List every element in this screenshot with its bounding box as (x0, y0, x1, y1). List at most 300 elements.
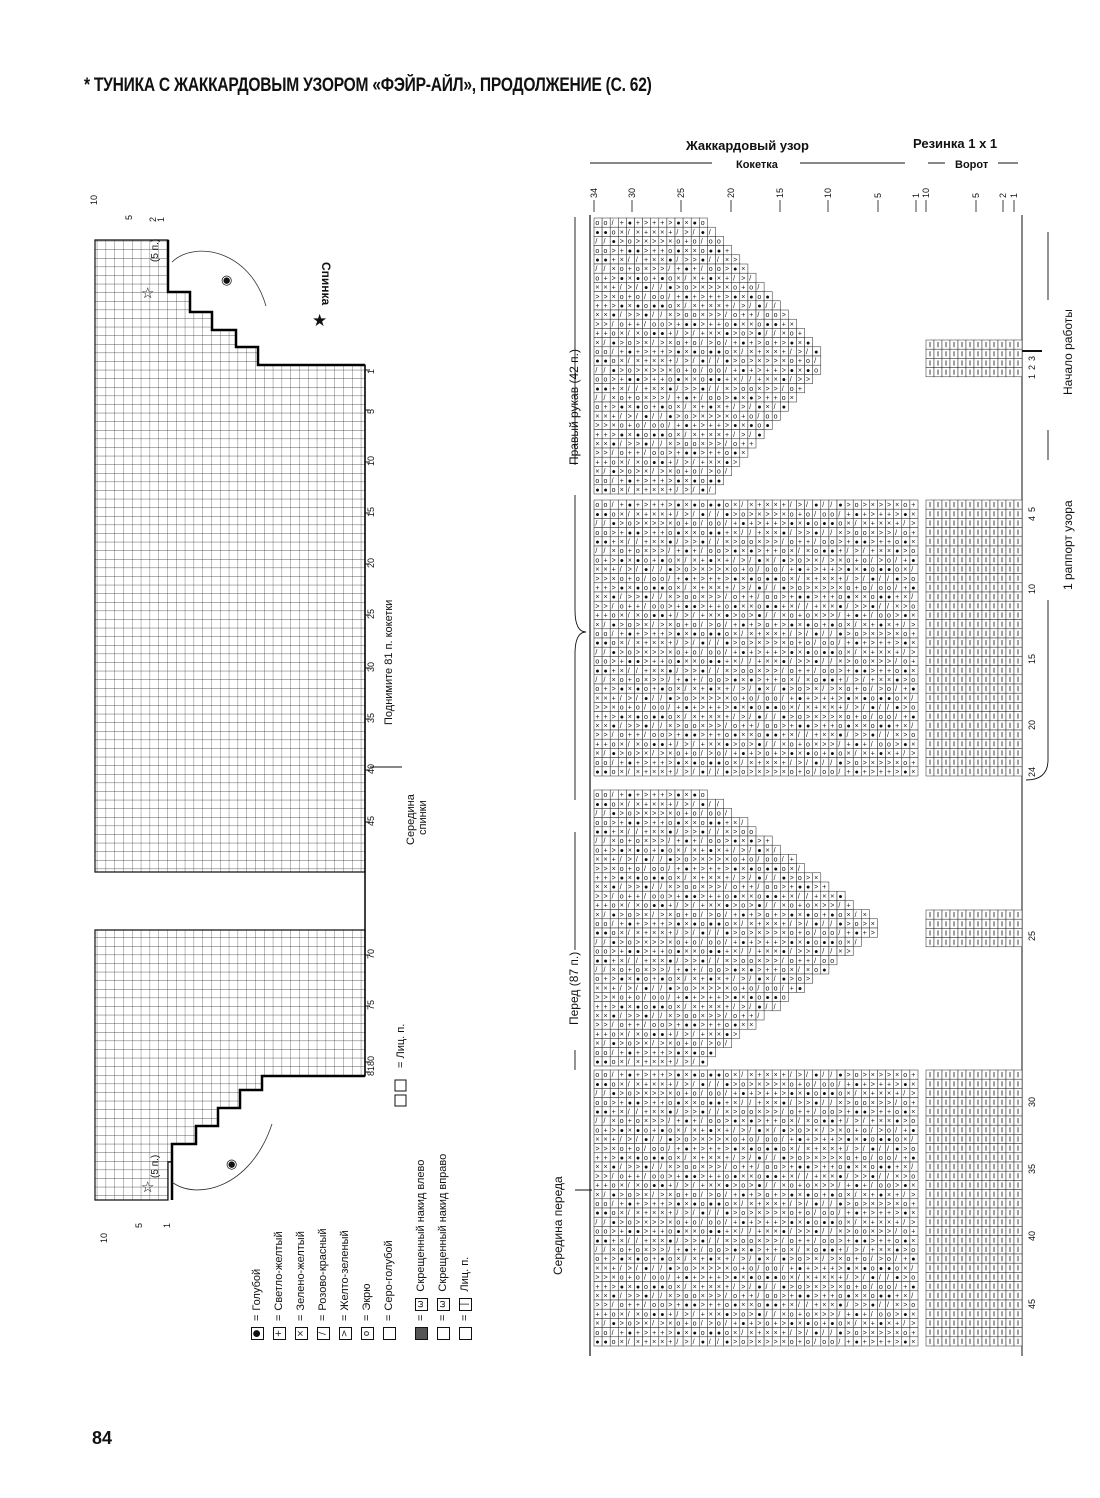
svg-text:>: > (895, 741, 899, 748)
svg-text:×: × (604, 285, 608, 292)
svg-text:●: ● (879, 567, 883, 574)
svg-text:/: / (725, 594, 727, 601)
svg-text:×: × (855, 695, 859, 702)
svg-text:×: × (660, 257, 664, 264)
svg-text:o: o (717, 677, 721, 684)
svg-text:/: / (757, 285, 759, 292)
svg-text:×: × (595, 884, 599, 891)
svg-text:+: + (685, 751, 689, 758)
svg-text:>: > (806, 530, 810, 537)
svg-text:+: + (644, 358, 648, 365)
svg-text:o: o (725, 760, 729, 767)
svg-text:●: ● (636, 303, 640, 310)
svg-text:+: + (660, 377, 664, 384)
svg-text:×: × (774, 377, 778, 384)
svg-text:+: + (612, 567, 616, 574)
svg-text:+: + (822, 751, 826, 758)
svg-text:×: × (757, 668, 761, 675)
svg-text:×: × (612, 294, 616, 301)
svg-text:o: o (693, 594, 697, 601)
svg-text:/: / (701, 521, 703, 528)
svg-text:o: o (766, 340, 770, 347)
svg-text:●: ● (636, 275, 640, 282)
svg-text:●: ● (887, 594, 891, 601)
svg-text:+: + (628, 395, 632, 402)
svg-text:+: + (652, 248, 656, 255)
svg-text:o: o (636, 294, 640, 301)
svg-text:●: ● (766, 705, 770, 712)
svg-text:/: / (693, 769, 695, 776)
svg-text:>: > (604, 866, 608, 873)
svg-text:●: ● (774, 866, 778, 873)
svg-text:×: × (693, 303, 697, 310)
svg-text:+: + (725, 847, 729, 854)
svg-text:o: o (595, 686, 599, 693)
svg-text:o: o (644, 847, 648, 854)
svg-text:/: / (741, 377, 743, 384)
svg-text:●: ● (911, 686, 915, 693)
svg-text:×: × (847, 622, 851, 629)
svg-text:×: × (685, 502, 689, 509)
svg-text:>: > (903, 732, 907, 739)
svg-text:o: o (822, 539, 826, 546)
svg-text:×: × (790, 321, 794, 328)
svg-text:o: o (701, 220, 705, 227)
svg-text:●: ● (725, 459, 729, 466)
svg-text:×: × (725, 386, 729, 393)
svg-text:o: o (733, 312, 737, 319)
svg-text:●: ● (676, 349, 680, 356)
svg-text:>: > (644, 248, 648, 255)
star-icon-bottom: ☆ (141, 1179, 154, 1196)
svg-text:+: + (895, 521, 899, 528)
svg-text:>: > (652, 239, 656, 246)
svg-text:+: + (725, 530, 729, 537)
svg-text:+: + (741, 441, 745, 448)
svg-text:●: ● (612, 312, 616, 319)
svg-text:>: > (887, 530, 891, 537)
svg-text:●: ● (757, 714, 761, 721)
svg-text:/: / (757, 567, 759, 574)
svg-text:+: + (628, 294, 632, 301)
svg-text:●: ● (668, 695, 672, 702)
svg-text:×: × (693, 585, 697, 592)
svg-text:●: ● (628, 377, 632, 384)
svg-text:/: / (887, 576, 889, 583)
svg-text:>: > (693, 539, 697, 546)
svg-text:+: + (636, 478, 640, 485)
sleeve-label: Правый рукав (42 п.) (567, 349, 581, 465)
legend-swatch-icon (383, 1327, 396, 1340)
svg-text:+: + (628, 705, 632, 712)
svg-text:/: / (636, 668, 638, 675)
svg-text:+: + (644, 801, 648, 808)
svg-text:>: > (644, 502, 648, 509)
svg-text:/: / (701, 367, 703, 374)
legend-label: Экрю (356, 1283, 378, 1310)
svg-text:o: o (701, 478, 705, 485)
svg-text:×: × (879, 548, 883, 555)
svg-text:×: × (790, 548, 794, 555)
svg-text:o: o (798, 875, 802, 882)
svg-text:>: > (685, 801, 689, 808)
svg-text:/: / (612, 760, 614, 767)
svg-text:●: ● (595, 801, 599, 808)
svg-text:/: / (887, 732, 889, 739)
svg-text:×: × (709, 331, 713, 338)
svg-text:o: o (895, 668, 899, 675)
svg-text:●: ● (757, 557, 761, 564)
svg-text:/: / (774, 847, 776, 854)
svg-text:/: / (693, 640, 695, 647)
svg-text:●: ● (725, 769, 729, 776)
svg-text:>: > (741, 303, 745, 310)
svg-text:+: + (685, 811, 689, 818)
svg-text:●: ● (709, 686, 713, 693)
svg-text:×: × (766, 557, 770, 564)
svg-text:o: o (766, 751, 770, 758)
svg-text:+: + (604, 275, 608, 282)
svg-text:>: > (685, 459, 689, 466)
svg-text:●: ● (652, 741, 656, 748)
svg-text:●: ● (822, 677, 826, 684)
svg-text:+: + (790, 594, 794, 601)
svg-text:×: × (676, 557, 680, 564)
svg-text:o: o (830, 511, 834, 518)
svg-text:/: / (612, 792, 614, 799)
svg-text:o: o (709, 548, 713, 555)
svg-text:+: + (838, 705, 842, 712)
svg-text:+: + (652, 275, 656, 282)
svg-text:>: > (798, 349, 802, 356)
svg-text:>: > (604, 450, 608, 457)
svg-text:>: > (717, 594, 721, 601)
svg-text:>: > (660, 266, 664, 273)
svg-text:×: × (693, 530, 697, 537)
svg-text:>: > (782, 521, 786, 528)
svg-text:●: ● (847, 695, 851, 702)
svg-text:/: / (676, 358, 678, 365)
svg-text:×: × (903, 723, 907, 730)
svg-text:o: o (604, 502, 608, 509)
svg-text:●: ● (701, 229, 705, 236)
svg-text:o: o (766, 413, 770, 420)
svg-text:×: × (652, 668, 656, 675)
svg-text:>: > (733, 331, 737, 338)
svg-text:+: + (863, 640, 867, 647)
svg-text:/: / (887, 603, 889, 610)
svg-text:/: / (612, 478, 614, 485)
svg-text:/: / (668, 866, 670, 873)
svg-text:o: o (595, 847, 599, 854)
svg-text:+: + (717, 866, 721, 873)
svg-text:×: × (709, 875, 713, 882)
svg-text:+: + (636, 792, 640, 799)
svg-text:/: / (676, 331, 678, 338)
svg-text:×: × (701, 594, 705, 601)
svg-text:/: / (830, 502, 832, 509)
stitch-swatch-icon (415, 1327, 428, 1340)
svg-text:+: + (766, 395, 770, 402)
svg-text:/: / (668, 294, 670, 301)
svg-text:>: > (879, 631, 883, 638)
svg-text:/: / (595, 811, 597, 818)
svg-text:/: / (749, 659, 751, 666)
svg-text:+: + (871, 751, 875, 758)
svg-text:/: / (595, 649, 597, 656)
svg-text:>: > (595, 732, 599, 739)
svg-text:>: > (620, 469, 624, 476)
svg-text:●: ● (798, 594, 802, 601)
svg-text:×: × (709, 459, 713, 466)
svg-text:/: / (652, 340, 654, 347)
stitch-swatch-icon (437, 1327, 450, 1340)
svg-text:/: / (685, 275, 687, 282)
svg-text:+: + (733, 367, 737, 374)
svg-text:●: ● (636, 659, 640, 666)
svg-text:o: o (806, 358, 810, 365)
svg-text:●: ● (717, 760, 721, 767)
svg-text:●: ● (830, 751, 834, 758)
svg-text:o: o (847, 585, 851, 592)
svg-text:+: + (757, 631, 761, 638)
svg-text:●: ● (709, 820, 713, 827)
svg-text:×: × (766, 631, 770, 638)
svg-text:●: ● (701, 801, 705, 808)
svg-text:/: / (749, 404, 751, 411)
svg-text:+: + (620, 502, 624, 509)
svg-text:/: / (774, 585, 776, 592)
svg-text:●: ● (733, 450, 737, 457)
svg-text:●: ● (887, 723, 891, 730)
svg-text:×: × (782, 511, 786, 518)
svg-text:+: + (636, 760, 640, 767)
svg-text:/: / (717, 511, 719, 518)
svg-text:>: > (668, 631, 672, 638)
svg-text:+: + (766, 838, 770, 845)
svg-text:×: × (741, 450, 745, 457)
svg-text:●: ● (887, 695, 891, 702)
yoke-side-tick: 45 (1027, 1299, 1037, 1309)
svg-text:>: > (830, 714, 834, 721)
svg-text:×: × (620, 829, 624, 836)
svg-text:/: / (701, 469, 703, 476)
svg-text:●: ● (595, 229, 599, 236)
svg-text:+: + (595, 303, 599, 310)
svg-text:/: / (660, 723, 662, 730)
svg-text:/: / (668, 705, 670, 712)
svg-text:>: > (741, 404, 745, 411)
svg-text:/: / (628, 613, 630, 620)
svg-text:●: ● (749, 838, 753, 845)
svg-text:>: > (652, 367, 656, 374)
svg-text:o: o (733, 567, 737, 574)
svg-text:+: + (814, 603, 818, 610)
svg-text:+: + (709, 321, 713, 328)
yoke-side-tick: 3 (1027, 356, 1037, 361)
svg-text:>: > (733, 386, 737, 393)
svg-text:o: o (676, 239, 680, 246)
front-label: Перед (87 п.) (567, 952, 581, 1025)
svg-text:o: o (717, 266, 721, 273)
svg-text:/: / (847, 548, 849, 555)
svg-text:●: ● (636, 686, 640, 693)
svg-text:+: + (798, 613, 802, 620)
svg-text:o: o (668, 530, 672, 537)
yoke-top-tick: 20 (726, 188, 736, 198)
svg-text:●: ● (806, 723, 810, 730)
svg-text:>: > (636, 521, 640, 528)
svg-text:>: > (733, 459, 737, 466)
svg-text:●: ● (903, 511, 907, 518)
svg-text:×: × (782, 613, 786, 620)
svg-text:o: o (717, 395, 721, 402)
svg-text:+: + (903, 585, 907, 592)
svg-text:×: × (693, 404, 697, 411)
svg-text:o: o (733, 441, 737, 448)
svg-text:>: > (685, 487, 689, 494)
svg-text:>: > (636, 340, 640, 347)
svg-text:×: × (822, 705, 826, 712)
svg-text:o: o (838, 594, 842, 601)
svg-text:×: × (693, 248, 697, 255)
svg-text:×: × (701, 857, 705, 864)
svg-text:/: / (676, 459, 678, 466)
svg-text:>: > (644, 220, 648, 227)
svg-text:>: > (782, 367, 786, 374)
svg-text:+: + (636, 220, 640, 227)
svg-text:/: / (676, 668, 678, 675)
svg-text:>: > (733, 769, 737, 776)
svg-text:+: + (595, 875, 599, 882)
svg-text:●: ● (709, 530, 713, 537)
svg-text:o: o (911, 705, 915, 712)
svg-text:+: + (660, 220, 664, 227)
svg-text:×: × (741, 603, 745, 610)
svg-text:o: o (830, 640, 834, 647)
svg-text:+: + (612, 257, 616, 264)
svg-text:o: o (701, 820, 705, 827)
svg-text:×: × (652, 229, 656, 236)
svg-text:×: × (628, 585, 632, 592)
svg-text:×: × (757, 640, 761, 647)
svg-text:/: / (782, 567, 784, 574)
svg-text:o: o (628, 649, 632, 656)
svg-text:>: > (749, 358, 753, 365)
svg-text:+: + (903, 557, 907, 564)
svg-text:>: > (660, 340, 664, 347)
svg-text:o: o (685, 723, 689, 730)
svg-text:×: × (644, 622, 648, 629)
svg-text:/: / (701, 340, 703, 347)
svg-text:●: ● (668, 829, 672, 836)
svg-text:+: + (660, 349, 664, 356)
svg-text:×: × (652, 386, 656, 393)
svg-text:+: + (749, 751, 753, 758)
svg-text:+: + (774, 649, 778, 656)
svg-text:/: / (766, 331, 768, 338)
svg-text:/: / (838, 741, 840, 748)
svg-text:+: + (887, 511, 891, 518)
svg-text:×: × (604, 695, 608, 702)
svg-text:o: o (668, 585, 672, 592)
svg-text:o: o (822, 640, 826, 647)
svg-text:+: + (676, 321, 680, 328)
svg-text:o: o (903, 631, 907, 638)
svg-text:×: × (871, 631, 875, 638)
svg-text:>: > (725, 294, 729, 301)
svg-text:o: o (693, 649, 697, 656)
svg-text:+: + (595, 714, 599, 721)
svg-text:/: / (733, 875, 735, 882)
svg-text:×: × (911, 668, 915, 675)
svg-text:●: ● (693, 502, 697, 509)
svg-text:×: × (636, 487, 640, 494)
svg-text:●: ● (620, 275, 624, 282)
svg-text:●: ● (733, 576, 737, 583)
svg-text:o: o (847, 557, 851, 564)
svg-text:●: ● (790, 622, 794, 629)
svg-text:>: > (709, 340, 713, 347)
svg-text:×: × (620, 613, 624, 620)
svg-text:o: o (676, 751, 680, 758)
svg-text:/: / (652, 622, 654, 629)
svg-text:×: × (644, 649, 648, 656)
svg-text:/: / (782, 386, 784, 393)
svg-text:/: / (733, 432, 735, 439)
svg-text:/: / (701, 548, 703, 555)
svg-text:+: + (628, 838, 632, 845)
svg-text:●: ● (668, 539, 672, 546)
svg-text:●: ● (766, 321, 770, 328)
svg-text:>: > (790, 714, 794, 721)
svg-text:>: > (652, 811, 656, 818)
svg-text:×: × (757, 539, 761, 546)
svg-text:+: + (685, 622, 689, 629)
svg-text:>: > (685, 386, 689, 393)
svg-text:/: / (766, 613, 768, 620)
svg-text:+: + (774, 751, 778, 758)
svg-text:●: ● (685, 266, 689, 273)
svg-text:+: + (652, 659, 656, 666)
svg-text:×: × (766, 377, 770, 384)
svg-text:>: > (717, 441, 721, 448)
svg-text:>: > (855, 576, 859, 583)
svg-text:×: × (871, 530, 875, 537)
svg-text:×: × (709, 585, 713, 592)
svg-text:>: > (766, 386, 770, 393)
svg-text:●: ● (903, 769, 907, 776)
svg-text:●: ● (660, 847, 664, 854)
svg-text:>: > (879, 502, 883, 509)
svg-text:+: + (652, 349, 656, 356)
back-row-tick: 30 (366, 662, 376, 672)
yoke-chart (551, 136, 1075, 1356)
svg-text:>: > (676, 594, 680, 601)
svg-text:+: + (612, 386, 616, 393)
svg-text:×: × (628, 432, 632, 439)
svg-text:/: / (822, 659, 824, 666)
svg-text:×: × (766, 760, 770, 767)
svg-text:/: / (644, 866, 646, 873)
svg-text:×: × (749, 502, 753, 509)
svg-text:+: + (806, 695, 810, 702)
svg-text:●: ● (660, 432, 664, 439)
svg-text:●: ● (790, 649, 794, 656)
svg-text:/: / (668, 548, 670, 555)
svg-text:>: > (757, 838, 761, 845)
svg-text:●: ● (685, 603, 689, 610)
